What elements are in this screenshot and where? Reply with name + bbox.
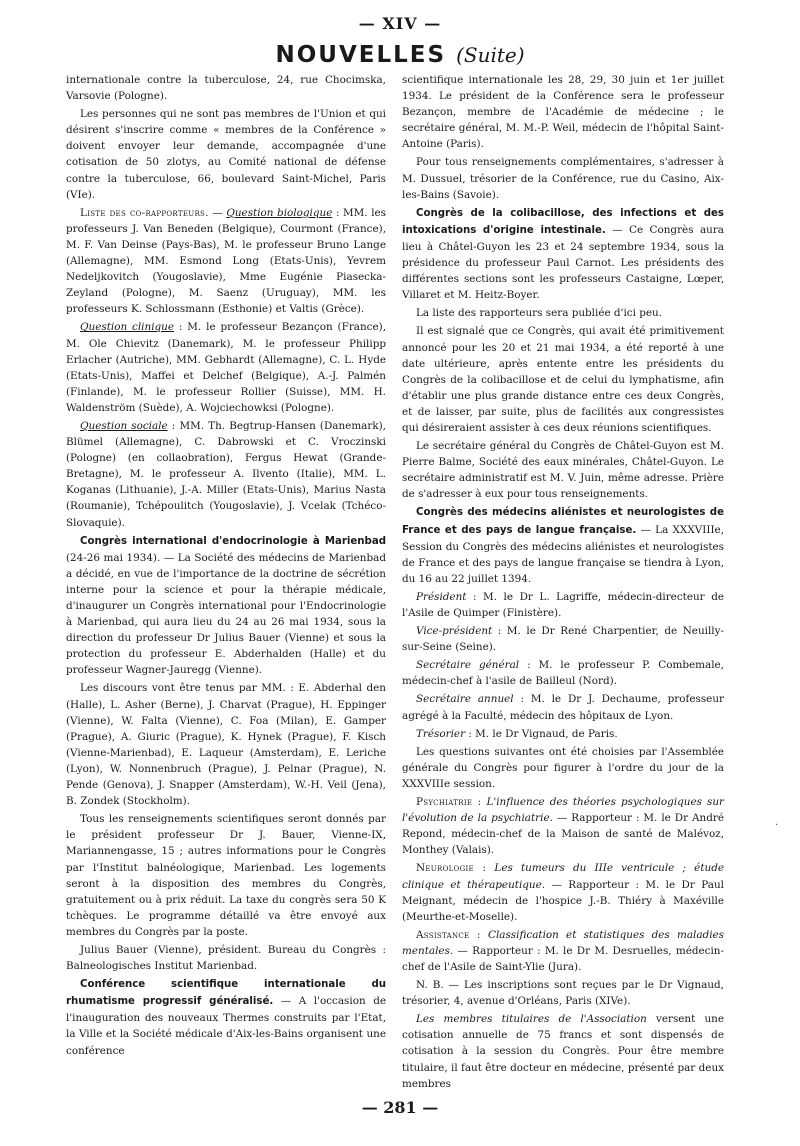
paragraph: Secrétaire annuel : M. le Dr J. Dechaume, professeur agrégé à la Faculté, médecin des hôpitaux de Lyon. <box>402 693 724 722</box>
paragraph: Julius Bauer (Vienne), président. Bureau du Congrès : Balneologisches Institut Marienbad. <box>66 943 386 973</box>
section-title-main: NOUVELLES <box>275 42 447 68</box>
paragraph: Question clinique : M. le professeur Bezançon (France), M. Ole Chievitz (Danemark), M. le professeur Philipp Erlacher (Autriche), MM. Gebhardt (Allemagne), C. L. Hyde (Etats-Unis), Maffei et Delchef (Belgique), A.-J. Palmén (Finlande), M. le professeur Rollier (Suisse), MM. H. Waldenström (Suède), A. Wojciechowksi (Pologne). <box>66 321 386 414</box>
paragraph: La liste des rapporteurs sera publiée d'ici peu. <box>416 307 663 320</box>
paragraph: Congrès de la colibacillose, des infections et des intoxications d'origine intestinale. — Ce Congrès aura lieu à Châtel-Guyon les 23 et 24 septembre 1934, sous la présidence du professeur Paul Carnot. Les présidents des différentes sections sont les professeurs Castaigne, Lœper, Villaret et M. Heitz-Boyer. <box>402 207 724 302</box>
paragraph: Le secrétaire général du Congrès de Châtel-Guyon est M. Pierre Balme, Société des eaux minérales, Châtel-Guyon. Le secrétaire administratif est M. V. Juin, même adresse. Prière de s'adresser à eux pour tous renseignements. <box>402 440 724 501</box>
paragraph: Liste des co-rapporteurs. — Question biologique : MM. les professeurs J. Van Beneden (Belgique), Courmont (France), M. F. Van Deinse (Pays-Bas), M. le professeur Bruno Lange (Allemagne), MM. Esmond Long (Etats-Unis), Yevrem Nedeljkovitch (Yougoslavie), Mme Eugénie Piasecka-Zeyland (Pologne), M. Saenz (Uruguay), MM. les professeurs K. Schlossmann (Esthonie) et Valtis (Grèce). <box>66 206 387 316</box>
paragraph: internationale contre la tuberculose, 24, rue Chocimska, Varsovie (Pologne). <box>66 74 386 103</box>
paragraph: Les discours vont être tenus par MM. : E. Abderhal den (Halle), L. Asher (Berne), J. Charvat (Prague), H. Eppinger (Vienne), W. Falta (Vienne), C. Foa (Milan), E. Gamper (Prague), A. Giuric (Prague), K. Hynek (Prague), F. Kisch (Vienne-Marienbad), E. Laqueur (Amsterdam), E. Leriche (Lyon), W. Nonnenbruch (Prague), J. Pelnar (Prague), N. Pende (Genova), J. Snapper (Amsterdam), W.-H. Veil (Jena), B. Zondek (Stockholm). <box>66 682 386 808</box>
page-number: — 281 — <box>361 1098 439 1117</box>
section-title <box>0 42 800 68</box>
paragraph: Les personnes qui ne sont pas membres de l'Union et qui désirent s'inscrire comme « membres de la Conférence » doivent envoyer leur demande, accompagnée d'une cotisation de 50 zlotys, au Comité national de défense contre la tuberculose, 66, boulevard Saint-Michel, Paris (VIe). <box>66 108 386 201</box>
paragraph: scientifique internationale les 28, 29, 30 juin et 1er juillet 1934. Le président de la Conférence sera le professeur Bezançon, membre de l'Académie de médecine ; le secrétaire général, M. M.-P. Weil, médecin de l'hôpital Saint-Antoine (Paris). <box>402 74 724 151</box>
paragraph: N. B. — Les inscriptions sont reçues par le Dr Vignaud, trésorier, 4, avenue d'Orléans, Paris (XIVe). <box>402 979 724 1008</box>
page-roman-number: — XIV — <box>358 14 442 33</box>
paragraph: Les questions suivantes ont été choisies par l'Assemblée générale du Congrès pour figurer à l'ordre du jour de la XXXVIIIe session. <box>402 745 724 790</box>
paragraph: Assistance : Classification et statistiques des maladies mentales. — Rapporteur : M. le Dr M. Desruelles, médecin-chef de l'Asile de Saint-Ylie (Jura). <box>402 928 724 973</box>
section-title-sub: (Suite) <box>456 43 525 67</box>
paragraph: Psychiatrie : L'influence des théories psychologiques sur l'évolution de la psychiatrie. — Rapporteur : M. le Dr André Repond, médecin-chef de la Maison de santé de Malévoz, Monthey (Valais). <box>402 796 724 857</box>
paragraph: Trésorier : M. le Dr Vignaud, de Paris. <box>416 727 618 740</box>
paragraph: Congrès international d'endocrinologie à Marienbad (24-26 mai 1934). — La Société des médecins de Marienbad a décidé, en vue de l'importance de la doctrine de sécrétion interne pour la science et pour la thérapie médicale, d'inaugurer un Congrès international pour l'Endocrinologie à Marienbad, qui aura lieu du 24 au 26 mai 1934, sous la direction du professeur Dr Julius Bauer (Vienne) et sous la protection du professeur E. Abderhalden (Halle) et du professeur Wagner-Jauregg (Vienne). <box>66 535 386 677</box>
margin-mark: · <box>775 820 779 831</box>
right-column <box>402 72 724 1094</box>
paragraph: Président : M. le Dr L. Lagriffe, médecin-directeur de l'Asile de Quimper (Finistère). <box>402 590 724 619</box>
paragraph: Congrès des médecins aliénistes et neurologistes de France et des pays de langue française. — La XXXVIIIe, Session du Congrès des médecins aliénistes et neurologistes de France et des pays de langue française se tiendra à Lyon, du 16 au 22 juillet 1394. <box>402 507 725 585</box>
paragraph: Secrétaire général : M. le professeur P. Combemale, médecin-chef à l'asile de Bailleul (Nord). <box>402 659 724 688</box>
paragraph: Neurologie : Les tumeurs du IIIe ventricule ; étude clinique et thérapeutique. — Rapporteur : M. le Dr Paul Meignant, médecin de l'hospice J.-B. Thiéry à Maxéville (Meurthe-et-Moselle). <box>402 862 724 923</box>
paragraph: Il est signalé que ce Congrès, qui avait été primitivement annoncé pour les 20 et 21 mai 1934, a été reporté à une date ultérieure, après entente entre les présidents du Congrès de la colibacillose et de celui du lymphatisme, afin d'établir une plus grande distance entre ces deux Congrès, et de laisser, par suite, plus de facilités aux congressistes qui désireraient assister à ces deux réunions scientifiques. <box>402 325 724 434</box>
paragraph: Question sociale : MM. Th. Begtrup-Hansen (Danemark), Blümel (Allemagne), C. Dabrowski et C. Vroczinski (Pologne) (en collaobration), Fergus Hewat (Grande-Bretagne), M. le professeur A. Ilvento (Italie), MM. L. Koganas (Lithuanie), J.-A. Miller (Etats-Unis), Marius Nasta (Roumanie), Tchépoulitch (Yougoslavie), J. Vcelak (Tchéco-Slovaquie). <box>66 419 386 529</box>
paragraph: Tous les renseignements scientifiques seront donnés par le président professeur Dr J. Bauer, Vienne-IX, Mariannengasse, 15 ; autres informations pour le Congrès par l'Institut balnéologique, Marienbad. Les logements seront à la disposition des membres du Congrès, gratuitement ou à prix réduit. La taxe du congrès sera 50 K tchèques. Le programme détaillé va être envoyé aux membres du Congrès par la poste. <box>66 813 386 938</box>
paragraph: Conférence scientifique internationale du rhumatisme progressif généralisé. — A l'occasion de l'inauguration des nouveaux Thermes construits par l'Etat, la Ville et la Société médicale d'Aix-les-Bains organisent une conférence <box>66 979 387 1057</box>
paragraph: Les membres titulaires de l'Association versent une cotisation annuelle de 75 francs et sont dispensés de cotisation à la session du Congrès. Pour être membre titulaire, il faut être docteur en médecine, présenté par deux membres <box>402 1013 724 1090</box>
paragraph: Vice-président : M. le Dr René Charpentier, de Neuilly-sur-Seine (Seine). <box>402 625 724 654</box>
left-column <box>66 72 386 1061</box>
paragraph: Pour tous renseignements complémentaires, s'adresser à M. Dussuel, trésorier de la Conférence, rue du Casino, Aix-les-Bains (Savoie). <box>402 156 724 201</box>
